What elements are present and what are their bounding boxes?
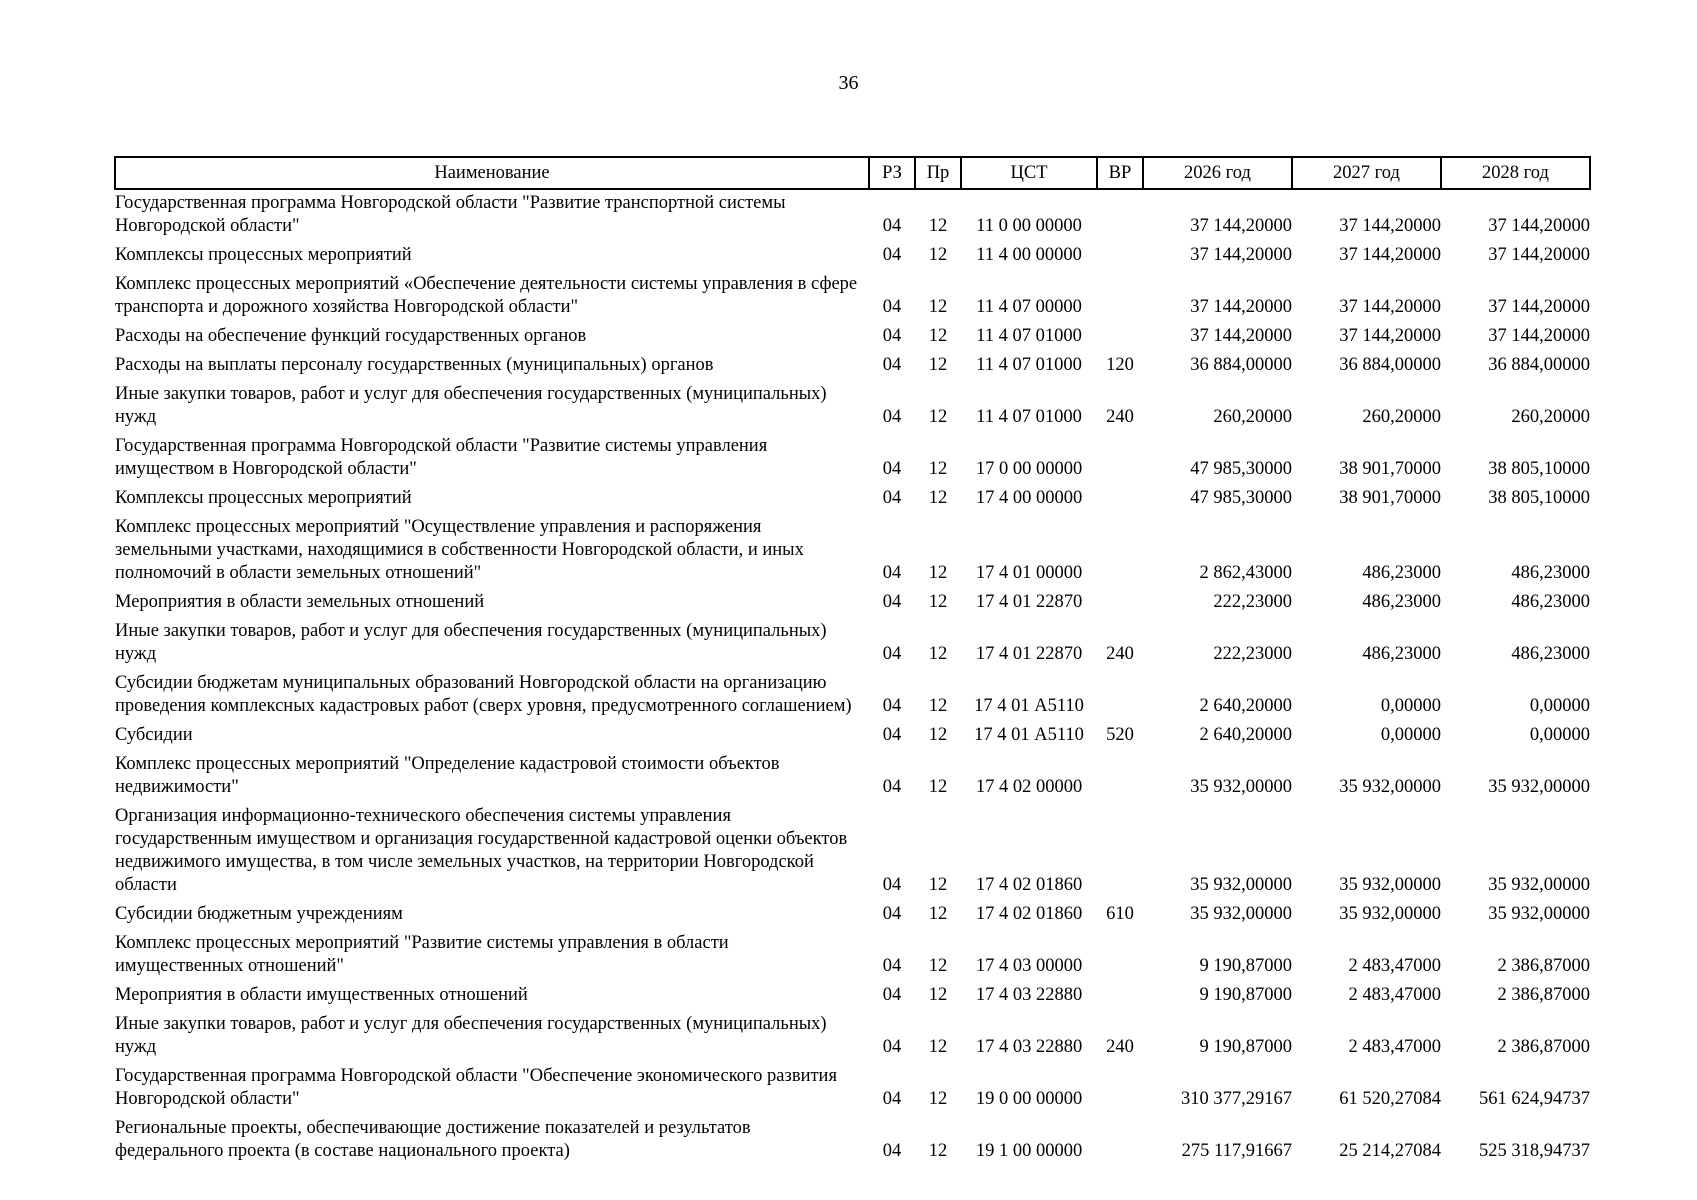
header-rz: РЗ [869, 157, 915, 189]
row-amount-2028: 36 884,00000 [1488, 355, 1590, 375]
row-pr: 12 [928, 459, 948, 479]
row-amount-2027: 35 932,00000 [1339, 875, 1441, 895]
table-row [115, 589, 1590, 618]
table-row [115, 803, 1590, 901]
row-amount-2026: 9 190,87000 [1199, 956, 1292, 976]
row-vr [1097, 514, 1143, 589]
row-amount-2028: 525 318,94737 [1479, 1141, 1590, 1161]
row-amount-2026: 2 640,20000 [1199, 696, 1292, 716]
row-amount-2027: 35 932,00000 [1339, 904, 1441, 924]
table-row [115, 352, 1590, 381]
row-amount-2027: 61 520,27084 [1339, 1089, 1441, 1109]
table-row [115, 1115, 1590, 1167]
row-name: Государственная программа Новгородской области "Развитие системы управления имуществом в Новгородской области" [115, 436, 768, 479]
row-amount-2027: 486,23000 [1362, 592, 1441, 612]
row-pr: 12 [928, 777, 948, 797]
row-amount-2026: 35 932,00000 [1190, 904, 1292, 924]
row-amount-2026: 9 190,87000 [1199, 1037, 1292, 1057]
row-vr: 120 [1106, 355, 1134, 375]
row-pr: 12 [928, 985, 948, 1005]
row-amount-2027: 486,23000 [1362, 563, 1441, 583]
row-vr [1097, 670, 1143, 722]
row-amount-2026: 310 377,29167 [1181, 1089, 1292, 1109]
table-row [115, 722, 1590, 751]
row-rz: 04 [882, 459, 902, 479]
table-row [115, 381, 1590, 433]
row-rz: 04 [882, 875, 902, 895]
row-pr: 12 [928, 875, 948, 895]
row-vr: 240 [1106, 1037, 1134, 1057]
row-rz: 04 [882, 297, 902, 317]
row-name: Иные закупки товаров, работ и услуг для обеспечения государственных (муниципальных) нужд [115, 384, 827, 427]
row-amount-2026: 260,20000 [1213, 407, 1292, 427]
table-body [115, 189, 1590, 1167]
row-amount-2026: 37 144,20000 [1190, 245, 1292, 265]
row-name: Организация информационно-технического обеспечения системы управления государственным имуществом и организация государственной кадастровой оценки объектов недвижимого имущества, в том числе земельных участков, на территории Новгородской области [115, 806, 848, 895]
row-amount-2028: 260,20000 [1511, 407, 1590, 427]
table-row [115, 901, 1590, 930]
row-amount-2027: 37 144,20000 [1339, 326, 1441, 346]
page-number: 36 [838, 72, 859, 94]
row-vr [1097, 433, 1143, 485]
row-amount-2028: 37 144,20000 [1488, 297, 1590, 317]
row-cst: 11 4 07 00000 [976, 297, 1082, 317]
row-amount-2027: 38 901,70000 [1339, 459, 1441, 479]
row-amount-2027: 37 144,20000 [1339, 297, 1441, 317]
row-name: Региональные проекты, обеспечивающие достижение показателей и результатов федерального проекта (в составе национального проекта) [115, 1118, 751, 1161]
row-name: Комплексы процессных мероприятий [115, 488, 412, 508]
row-cst: 17 4 03 22880 [975, 985, 1083, 1005]
row-amount-2027: 35 932,00000 [1339, 777, 1441, 797]
table-header-row [115, 157, 1590, 189]
row-pr: 12 [928, 563, 948, 583]
row-amount-2028: 37 144,20000 [1488, 216, 1590, 236]
row-vr: 240 [1106, 644, 1134, 664]
row-vr [1097, 982, 1143, 1011]
row-rz: 04 [882, 355, 902, 375]
row-rz: 04 [882, 644, 902, 664]
row-cst: 17 0 00 00000 [975, 459, 1083, 479]
row-name: Расходы на обеспечение функций государственных органов [115, 326, 587, 346]
row-name: Государственная программа Новгородской области "Обеспечение экономического развития Новгородской области" [115, 1066, 837, 1109]
row-amount-2028: 0,00000 [1529, 725, 1590, 745]
row-amount-2027: 260,20000 [1362, 407, 1441, 427]
row-name: Субсидии бюджетам муниципальных образований Новгородской области на организацию проведения комплексных кадастровых работ (сверх уровня, предусмотренного соглашением) [115, 673, 852, 716]
row-vr [1097, 1063, 1143, 1115]
row-rz: 04 [882, 326, 902, 346]
row-amount-2026: 47 985,30000 [1190, 488, 1292, 508]
row-amount-2028: 38 805,10000 [1488, 459, 1590, 479]
row-amount-2027: 486,23000 [1362, 644, 1441, 664]
row-vr [1097, 271, 1143, 323]
row-amount-2028: 2 386,87000 [1497, 985, 1590, 1005]
row-amount-2026: 37 144,20000 [1190, 326, 1292, 346]
row-amount-2027: 25 214,27084 [1339, 1141, 1441, 1161]
row-pr: 12 [928, 1089, 948, 1109]
row-amount-2028: 38 805,10000 [1488, 488, 1590, 508]
row-rz: 04 [882, 216, 902, 236]
header-vr: ВР [1097, 157, 1143, 189]
header-name: Наименование [115, 157, 869, 189]
table-row [115, 271, 1590, 323]
row-rz: 04 [882, 245, 902, 265]
row-name: Комплекс процессных мероприятий "Осуществление управления и распоряжения земельными участками, находящимися в собственности Новгородской области, и иных полномочий в области земельных отношений" [115, 517, 804, 583]
row-amount-2026: 37 144,20000 [1190, 297, 1292, 317]
row-cst: 19 0 00 00000 [975, 1089, 1083, 1109]
row-cst: 11 4 07 01000 [976, 326, 1082, 346]
row-pr: 12 [928, 245, 948, 265]
row-pr: 12 [928, 644, 948, 664]
header-cst: ЦСТ [961, 157, 1097, 189]
row-name: Комплекс процессных мероприятий «Обеспечение деятельности системы управления в сфере транспорта и дорожного хозяйства Новгородской области" [115, 274, 858, 317]
row-amount-2026: 275 117,91667 [1181, 1141, 1292, 1161]
row-pr: 12 [928, 407, 948, 427]
row-amount-2026: 2 862,43000 [1199, 563, 1292, 583]
row-vr [1097, 485, 1143, 514]
row-cst: 11 0 00 00000 [976, 216, 1082, 236]
row-vr [1097, 751, 1143, 803]
table-row [115, 242, 1590, 271]
row-vr [1097, 930, 1143, 982]
table-row [115, 514, 1590, 589]
row-pr: 12 [928, 326, 948, 346]
row-amount-2026: 9 190,87000 [1199, 985, 1292, 1005]
row-cst: 19 1 00 00000 [975, 1141, 1083, 1161]
row-amount-2028: 486,23000 [1511, 644, 1590, 664]
row-rz: 04 [882, 777, 902, 797]
row-amount-2026: 47 985,30000 [1190, 459, 1292, 479]
header-pr: Пр [915, 157, 961, 189]
row-amount-2027: 0,00000 [1380, 725, 1441, 745]
row-amount-2028: 35 932,00000 [1488, 904, 1590, 924]
row-vr [1097, 1115, 1143, 1167]
row-pr: 12 [928, 216, 948, 236]
row-cst: 17 4 03 22880 [975, 1037, 1083, 1057]
table-row [115, 751, 1590, 803]
row-rz: 04 [882, 985, 902, 1005]
table-row [115, 433, 1590, 485]
row-amount-2028: 37 144,20000 [1488, 326, 1590, 346]
table-row [115, 485, 1590, 514]
row-rz: 04 [882, 1141, 902, 1161]
row-cst: 17 4 01 22870 [975, 592, 1083, 612]
row-amount-2027: 2 483,47000 [1348, 985, 1441, 1005]
row-cst: 11 4 00 00000 [976, 245, 1082, 265]
row-name: Иные закупки товаров, работ и услуг для обеспечения государственных (муниципальных) нужд [115, 1014, 827, 1057]
row-cst: 17 4 02 01860 [975, 875, 1083, 895]
row-amount-2028: 37 144,20000 [1488, 245, 1590, 265]
row-pr: 12 [928, 297, 948, 317]
row-amount-2027: 0,00000 [1380, 696, 1441, 716]
row-pr: 12 [928, 1141, 948, 1161]
row-rz: 04 [882, 1037, 902, 1057]
row-name: Государственная программа Новгородской области "Развитие транспортной системы Новгородской области" [115, 193, 786, 236]
row-cst: 17 4 01 А5110 [974, 696, 1084, 716]
row-rz: 04 [882, 904, 902, 924]
row-name: Расходы на выплаты персоналу государственных (муниципальных) органов [115, 355, 714, 375]
row-amount-2028: 35 932,00000 [1488, 777, 1590, 797]
row-vr [1097, 189, 1143, 242]
row-name: Мероприятия в области земельных отношений [115, 592, 485, 612]
row-amount-2026: 35 932,00000 [1190, 875, 1292, 895]
table-row [115, 323, 1590, 352]
row-amount-2027: 2 483,47000 [1348, 1037, 1441, 1057]
row-name: Комплекс процессных мероприятий "Развитие системы управления в области имущественных отношений" [115, 933, 729, 976]
row-amount-2026: 35 932,00000 [1190, 777, 1292, 797]
row-cst: 11 4 07 01000 [976, 355, 1082, 375]
header-2027: 2027 год [1292, 157, 1441, 189]
budget-table [114, 156, 1591, 1167]
row-amount-2027: 36 884,00000 [1339, 355, 1441, 375]
row-vr: 520 [1106, 725, 1134, 745]
row-cst: 17 4 02 01860 [975, 904, 1083, 924]
table-row [115, 1011, 1590, 1063]
table-row [115, 982, 1590, 1011]
row-pr: 12 [928, 956, 948, 976]
row-cst: 17 4 01 А5110 [974, 725, 1084, 745]
row-amount-2028: 486,23000 [1511, 563, 1590, 583]
row-pr: 12 [928, 488, 948, 508]
row-cst: 17 4 00 00000 [975, 488, 1083, 508]
row-amount-2028: 0,00000 [1529, 696, 1590, 716]
row-amount-2028: 561 624,94737 [1479, 1089, 1590, 1109]
table-row [115, 670, 1590, 722]
row-amount-2027: 37 144,20000 [1339, 245, 1441, 265]
row-cst: 11 4 07 01000 [976, 407, 1082, 427]
row-rz: 04 [882, 696, 902, 716]
row-pr: 12 [928, 904, 948, 924]
row-rz: 04 [882, 1089, 902, 1109]
row-name: Иные закупки товаров, работ и услуг для обеспечения государственных (муниципальных) нужд [115, 621, 827, 664]
header-2028: 2028 год [1441, 157, 1590, 189]
row-amount-2027: 2 483,47000 [1348, 956, 1441, 976]
row-amount-2026: 36 884,00000 [1190, 355, 1292, 375]
row-amount-2028: 35 932,00000 [1488, 875, 1590, 895]
row-rz: 04 [882, 956, 902, 976]
row-name: Комплекс процессных мероприятий "Определение кадастровой стоимости объектов недвижимости" [115, 754, 780, 797]
row-pr: 12 [928, 725, 948, 745]
row-amount-2028: 2 386,87000 [1497, 956, 1590, 976]
row-amount-2026: 222,23000 [1213, 644, 1292, 664]
row-vr [1097, 589, 1143, 618]
row-pr: 12 [928, 355, 948, 375]
table-row [115, 189, 1590, 242]
row-vr [1097, 242, 1143, 271]
row-vr [1097, 323, 1143, 352]
row-amount-2027: 38 901,70000 [1339, 488, 1441, 508]
row-name: Комплексы процессных мероприятий [115, 245, 412, 265]
table-row [115, 1063, 1590, 1115]
row-cst: 17 4 02 00000 [975, 777, 1083, 797]
row-amount-2027: 37 144,20000 [1339, 216, 1441, 236]
row-rz: 04 [882, 725, 902, 745]
row-amount-2026: 222,23000 [1213, 592, 1292, 612]
row-rz: 04 [882, 563, 902, 583]
row-vr: 610 [1106, 904, 1134, 924]
row-pr: 12 [928, 696, 948, 716]
row-rz: 04 [882, 488, 902, 508]
row-amount-2026: 2 640,20000 [1199, 725, 1292, 745]
row-cst: 17 4 01 22870 [975, 644, 1083, 664]
row-cst: 17 4 01 00000 [975, 563, 1083, 583]
row-name: Субсидии бюджетным учреждениям [115, 904, 403, 924]
row-amount-2026: 37 144,20000 [1190, 216, 1292, 236]
row-name: Субсидии [115, 725, 193, 745]
row-rz: 04 [882, 592, 902, 612]
row-rz: 04 [882, 407, 902, 427]
row-name: Мероприятия в области имущественных отношений [115, 985, 528, 1005]
row-pr: 12 [928, 1037, 948, 1057]
row-amount-2028: 486,23000 [1511, 592, 1590, 612]
row-pr: 12 [928, 592, 948, 612]
row-vr: 240 [1106, 407, 1134, 427]
row-cst: 17 4 03 00000 [975, 956, 1083, 976]
row-vr [1097, 803, 1143, 901]
header-2026: 2026 год [1143, 157, 1292, 189]
table-row [115, 930, 1590, 982]
row-amount-2028: 2 386,87000 [1497, 1037, 1590, 1057]
table-row [115, 618, 1590, 670]
